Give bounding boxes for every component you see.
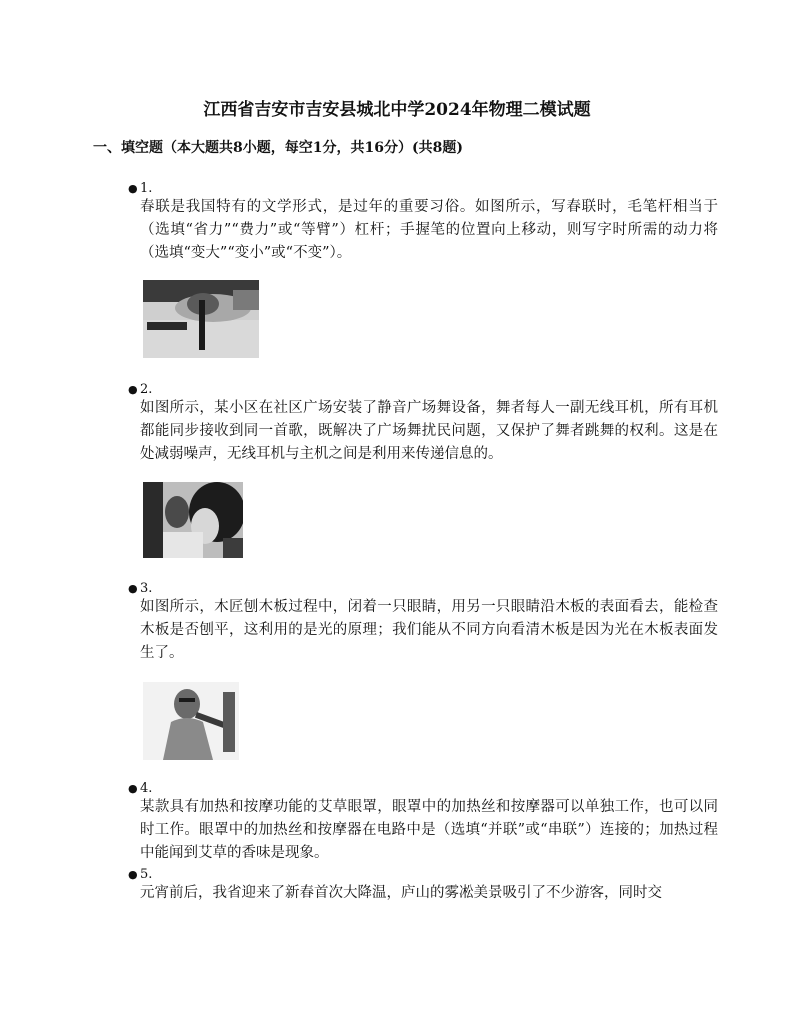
bullet-icon: ● (128, 581, 138, 595)
bullet-icon: ● (128, 867, 138, 881)
question-1 (128, 180, 718, 265)
question-2 (128, 381, 718, 466)
question-text: 春联是我国特有的文学形式，是过年的重要习俗。如图所示，写春联时，毛笔杆相当于（选填“省力”“费力”或“等臂”）杠杆；手握笔的位置向上移动，则写字时所需的动力将（选填“变大”“变小”或“不变”）。 (140, 199, 718, 261)
bullet-icon: ● (128, 181, 138, 195)
question-text: 元宵前后，我省迎来了新春首次大降温，庐山的雾凇美景吸引了不少游客，同时交 (140, 885, 662, 901)
bullet-icon: ● (128, 382, 138, 396)
question-text: 某款具有加热和按摩功能的艾草眼罩，眼罩中的加热丝和按摩器可以单独工作，也可以同时工作。眼罩中的加热丝和按摩器在电路中是（选填“并联”或“串联”）连接的；加热过程中能闻到艾草的香味是现象。 (140, 799, 718, 861)
question-2-photo (143, 482, 243, 558)
question-number: 4. (140, 780, 153, 796)
question-number: 1. (140, 180, 153, 196)
question-number: 5. (140, 866, 153, 882)
bullet-icon: ● (128, 781, 138, 795)
question-5 (128, 866, 718, 905)
question-4 (128, 780, 718, 865)
question-text: 如图所示，某小区在社区广场安装了静音广场舞设备，舞者每人一副无线耳机，所有耳机都能同步接收到同一首歌，既解决了广场舞扰民问题，又保护了舞者跳舞的权利。这是在处减弱噪声，无线耳机与主机之间是利用来传递信息的。 (140, 400, 718, 462)
question-number: 3. (140, 580, 153, 596)
question-1-photo (143, 280, 259, 358)
question-3 (128, 580, 718, 665)
question-text: 如图所示，木匠刨木板过程中，闭着一只眼睛，用另一只眼睛沿木板的表面看去，能检查木板是否刨平，这利用的是光的原理；我们能从不同方向看清木板是因为光在木板表面发生了。 (140, 599, 718, 661)
question-number: 2. (140, 381, 153, 397)
section-heading: 一、填空题（本大题共8小题，每空1分，共16分）(共8题) (93, 140, 463, 156)
question-3-photo (143, 682, 239, 760)
page-title: 江西省吉安市吉安县城北中学2024年物理二模试题 (203, 100, 591, 120)
